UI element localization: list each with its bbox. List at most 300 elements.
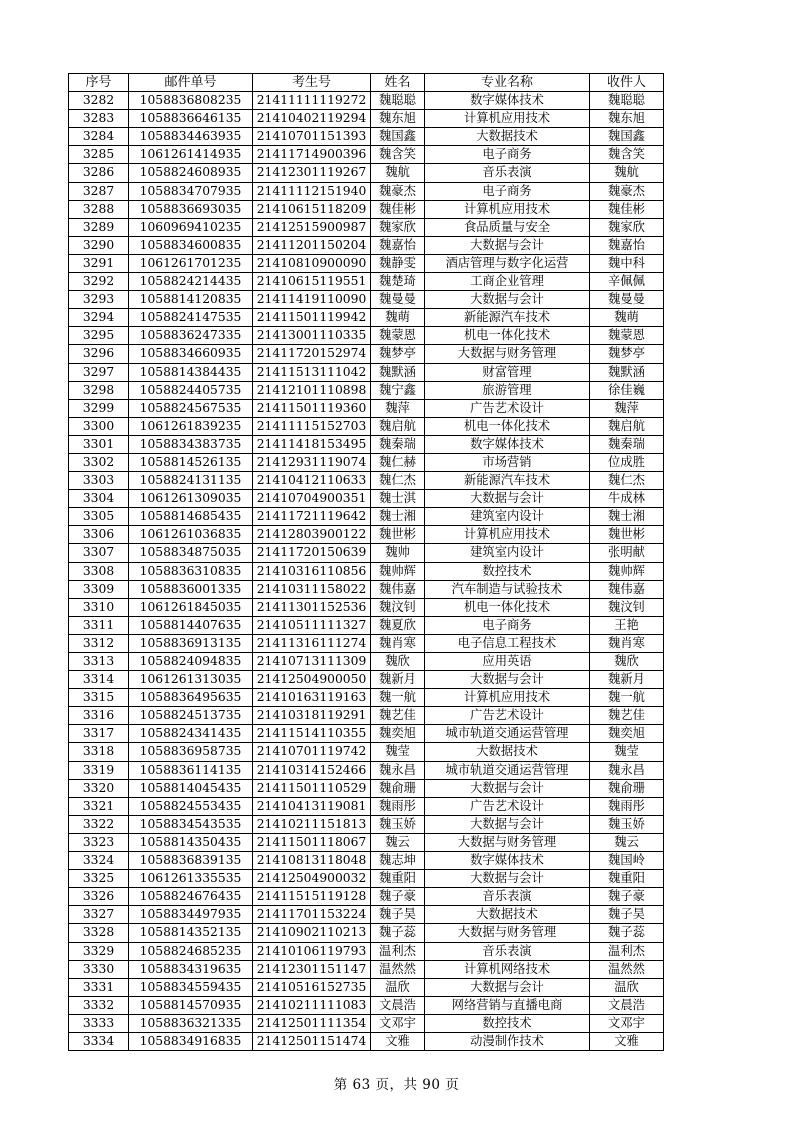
cell-name: 魏雨彤	[371, 797, 425, 815]
cell-mail-number: 1060969410235	[129, 218, 253, 236]
cell-mail-number: 1058824341435	[129, 725, 253, 743]
cell-exam-number: 21411714900396	[253, 146, 371, 164]
cell-name: 魏云	[371, 833, 425, 851]
cell-mail-number: 1061261839235	[129, 417, 253, 435]
cell-seq: 3299	[69, 399, 129, 417]
table-row	[69, 435, 664, 453]
cell-exam-number: 21412515900987	[253, 218, 371, 236]
cell-name: 魏含笑	[371, 146, 425, 164]
cell-recipient: 魏萍	[590, 399, 664, 417]
cell-mail-number: 1061261309035	[129, 490, 253, 508]
cell-exam-number: 21411513111042	[253, 363, 371, 381]
table-row	[69, 1014, 664, 1032]
header-recipient: 收件人	[590, 74, 664, 92]
cell-recipient: 王艳	[590, 616, 664, 634]
cell-major: 大数据与财务管理	[425, 833, 590, 851]
cell-mail-number: 1061261414935	[129, 146, 253, 164]
cell-name: 魏世彬	[371, 526, 425, 544]
cell-mail-number: 1058836808235	[129, 92, 253, 110]
table-row	[69, 815, 664, 833]
cell-recipient: 魏士湘	[590, 508, 664, 526]
cell-major: 计算机网络技术	[425, 960, 590, 978]
cell-recipient: 魏俞珊	[590, 779, 664, 797]
table-row	[69, 1032, 664, 1050]
cell-major: 数控技术	[425, 1014, 590, 1032]
cell-recipient: 魏家欣	[590, 218, 664, 236]
cell-exam-number: 21410516152735	[253, 978, 371, 996]
cell-mail-number: 1061261313035	[129, 671, 253, 689]
cell-major: 数字媒体技术	[425, 852, 590, 870]
cell-mail-number: 1058836839135	[129, 852, 253, 870]
table-row	[69, 779, 664, 797]
cell-recipient: 魏莹	[590, 743, 664, 761]
cell-recipient: 魏艺佳	[590, 707, 664, 725]
cell-major: 大数据与财务管理	[425, 345, 590, 363]
table-row	[69, 653, 664, 671]
cell-mail-number: 1058824094835	[129, 653, 253, 671]
table-row	[69, 852, 664, 870]
cell-name: 魏启航	[371, 417, 425, 435]
cell-mail-number: 1058836114135	[129, 761, 253, 779]
cell-major: 建筑室内设计	[425, 508, 590, 526]
cell-seq: 3289	[69, 218, 129, 236]
cell-exam-number: 21411301152536	[253, 598, 371, 616]
cell-major: 新能源汽车技术	[425, 309, 590, 327]
cell-mail-number: 1058824513735	[129, 707, 253, 725]
cell-recipient: 魏云	[590, 833, 664, 851]
cell-mail-number: 1058834600835	[129, 236, 253, 254]
table-row	[69, 345, 664, 363]
cell-name: 文邓宇	[371, 1014, 425, 1032]
table-row	[69, 490, 664, 508]
table-row	[69, 472, 664, 490]
cell-name: 魏豪杰	[371, 182, 425, 200]
cell-exam-number: 21410810900090	[253, 254, 371, 272]
cell-mail-number: 1058824214435	[129, 273, 253, 291]
cell-mail-number: 1058834916835	[129, 1032, 253, 1050]
cell-exam-number: 21412931119074	[253, 453, 371, 471]
cell-mail-number: 1058814685435	[129, 508, 253, 526]
cell-exam-number: 21411501119942	[253, 309, 371, 327]
cell-name: 魏士淇	[371, 490, 425, 508]
table-row	[69, 942, 664, 960]
cell-exam-number: 21410316110856	[253, 562, 371, 580]
cell-recipient: 徐佳巍	[590, 381, 664, 399]
cell-recipient: 魏蒙恩	[590, 327, 664, 345]
cell-recipient: 魏重阳	[590, 870, 664, 888]
table-row	[69, 381, 664, 399]
cell-recipient: 魏默涵	[590, 363, 664, 381]
cell-major: 计算机应用技术	[425, 526, 590, 544]
cell-seq: 3330	[69, 960, 129, 978]
cell-name: 文雅	[371, 1032, 425, 1050]
cell-name: 魏萌	[371, 309, 425, 327]
cell-name: 魏子豪	[371, 888, 425, 906]
cell-major: 计算机应用技术	[425, 110, 590, 128]
cell-recipient: 温利杰	[590, 942, 664, 960]
cell-exam-number: 21412504900050	[253, 671, 371, 689]
cell-major: 音乐表演	[425, 942, 590, 960]
cell-exam-number: 21412301119267	[253, 164, 371, 182]
cell-mail-number: 1058836247335	[129, 327, 253, 345]
table-row	[69, 291, 664, 309]
cell-major: 酒店管理与数字化运营	[425, 254, 590, 272]
cell-seq: 3314	[69, 671, 129, 689]
cell-mail-number: 1061261036835	[129, 526, 253, 544]
cell-name: 魏伟嘉	[371, 580, 425, 598]
table-row	[69, 273, 664, 291]
cell-recipient: 魏肖寒	[590, 634, 664, 652]
cell-recipient: 魏东旭	[590, 110, 664, 128]
cell-name: 温欣	[371, 978, 425, 996]
cell-mail-number: 1058814407635	[129, 616, 253, 634]
table-row	[69, 182, 664, 200]
cell-major: 大数据与会计	[425, 978, 590, 996]
table-row	[69, 960, 664, 978]
cell-recipient: 魏梦亭	[590, 345, 664, 363]
cell-major: 大数据与会计	[425, 291, 590, 309]
cell-major: 广告艺术设计	[425, 707, 590, 725]
cell-exam-number: 21410615118209	[253, 200, 371, 218]
cell-exam-number: 21410701119742	[253, 743, 371, 761]
cell-mail-number: 1061261845035	[129, 598, 253, 616]
cell-recipient: 魏国岭	[590, 852, 664, 870]
cell-mail-number: 1058834559435	[129, 978, 253, 996]
table-row	[69, 580, 664, 598]
table-row	[69, 327, 664, 345]
cell-recipient: 魏嘉怡	[590, 236, 664, 254]
cell-exam-number: 21411720152974	[253, 345, 371, 363]
cell-major: 网络营销与直播电商	[425, 996, 590, 1014]
cell-major: 音乐表演	[425, 164, 590, 182]
cell-major: 大数据与会计	[425, 236, 590, 254]
cell-major: 机电一体化技术	[425, 417, 590, 435]
table-row	[69, 978, 664, 996]
cell-mail-number: 1058824685235	[129, 942, 253, 960]
cell-exam-number: 21412504900032	[253, 870, 371, 888]
cell-recipient: 魏永昌	[590, 761, 664, 779]
cell-exam-number: 21410413119081	[253, 797, 371, 815]
cell-recipient: 魏含笑	[590, 146, 664, 164]
cell-recipient: 魏子蕊	[590, 924, 664, 942]
cell-major: 动漫制作技术	[425, 1032, 590, 1050]
cell-major: 广告艺术设计	[425, 399, 590, 417]
cell-recipient: 魏聪聪	[590, 92, 664, 110]
table-row	[69, 417, 664, 435]
cell-recipient: 魏萌	[590, 309, 664, 327]
cell-seq: 3295	[69, 327, 129, 345]
cell-recipient: 张明献	[590, 544, 664, 562]
cell-seq: 3319	[69, 761, 129, 779]
table-row	[69, 634, 664, 652]
cell-mail-number: 1058814350435	[129, 833, 253, 851]
cell-recipient: 魏豪杰	[590, 182, 664, 200]
cell-seq: 3316	[69, 707, 129, 725]
cell-seq: 3309	[69, 580, 129, 598]
cell-recipient: 魏帅辉	[590, 562, 664, 580]
table-body	[69, 92, 664, 1051]
cell-recipient: 魏启航	[590, 417, 664, 435]
cell-mail-number: 1058814045435	[129, 779, 253, 797]
cell-recipient: 魏曼曼	[590, 291, 664, 309]
cell-exam-number: 21412101110898	[253, 381, 371, 399]
cell-exam-number: 21410701151393	[253, 128, 371, 146]
cell-seq: 3331	[69, 978, 129, 996]
cell-name: 魏萍	[371, 399, 425, 417]
cell-seq: 3310	[69, 598, 129, 616]
table-row	[69, 92, 664, 110]
cell-recipient: 温欣	[590, 978, 664, 996]
cell-seq: 3283	[69, 110, 129, 128]
header-exam-number: 考生号	[253, 74, 371, 92]
table-row	[69, 996, 664, 1014]
cell-major: 旅游管理	[425, 381, 590, 399]
cell-name: 魏子蕊	[371, 924, 425, 942]
cell-recipient: 温然然	[590, 960, 664, 978]
cell-major: 汽车制造与试验技术	[425, 580, 590, 598]
cell-exam-number: 21411418153495	[253, 435, 371, 453]
cell-mail-number: 1058834319635	[129, 960, 253, 978]
cell-seq: 3293	[69, 291, 129, 309]
cell-seq: 3290	[69, 236, 129, 254]
cell-exam-number: 21413001110335	[253, 327, 371, 345]
cell-name: 魏俞珊	[371, 779, 425, 797]
cell-mail-number: 1058814526135	[129, 453, 253, 471]
cell-mail-number: 1058814352135	[129, 924, 253, 942]
cell-mail-number: 1058836646135	[129, 110, 253, 128]
cell-seq: 3333	[69, 1014, 129, 1032]
cell-mail-number: 1058824567535	[129, 399, 253, 417]
cell-name: 温然然	[371, 960, 425, 978]
cell-seq: 3323	[69, 833, 129, 851]
cell-name: 魏夏欣	[371, 616, 425, 634]
cell-seq: 3308	[69, 562, 129, 580]
cell-name: 魏宁鑫	[371, 381, 425, 399]
cell-seq: 3282	[69, 92, 129, 110]
cell-exam-number: 21411501110529	[253, 779, 371, 797]
cell-recipient: 文晨浩	[590, 996, 664, 1014]
cell-mail-number: 1058814570935	[129, 996, 253, 1014]
cell-exam-number: 21412301151147	[253, 960, 371, 978]
table-row	[69, 309, 664, 327]
cell-exam-number: 21410311158022	[253, 580, 371, 598]
cell-name: 魏东旭	[371, 110, 425, 128]
cell-name: 魏奕旭	[371, 725, 425, 743]
cell-major: 大数据与会计	[425, 779, 590, 797]
table-row	[69, 616, 664, 634]
cell-mail-number: 1058834707935	[129, 182, 253, 200]
cell-major: 广告艺术设计	[425, 797, 590, 815]
cell-exam-number: 21410318119291	[253, 707, 371, 725]
cell-exam-number: 21410163119163	[253, 689, 371, 707]
table-row	[69, 562, 664, 580]
cell-name: 魏仁赫	[371, 453, 425, 471]
cell-name: 魏梦亭	[371, 345, 425, 363]
cell-exam-number: 21411721119642	[253, 508, 371, 526]
cell-name: 魏蒙恩	[371, 327, 425, 345]
cell-major: 大数据与财务管理	[425, 924, 590, 942]
cell-seq: 3302	[69, 453, 129, 471]
table-row	[69, 671, 664, 689]
cell-recipient: 辛佩佩	[590, 273, 664, 291]
cell-name: 魏汶钊	[371, 598, 425, 616]
header-name: 姓名	[371, 74, 425, 92]
cell-name: 魏帅	[371, 544, 425, 562]
cell-exam-number: 21411701153224	[253, 906, 371, 924]
cell-major: 新能源汽车技术	[425, 472, 590, 490]
table-row	[69, 453, 664, 471]
cell-major: 工商企业管理	[425, 273, 590, 291]
cell-major: 机电一体化技术	[425, 327, 590, 345]
cell-exam-number: 21411112151940	[253, 182, 371, 200]
cell-exam-number: 21410713111309	[253, 653, 371, 671]
cell-major: 食品质量与安全	[425, 218, 590, 236]
cell-mail-number: 1058824405735	[129, 381, 253, 399]
mail-roster-table	[68, 73, 664, 1051]
cell-seq: 3307	[69, 544, 129, 562]
cell-recipient: 魏子豪	[590, 888, 664, 906]
cell-seq: 3298	[69, 381, 129, 399]
cell-major: 应用英语	[425, 653, 590, 671]
cell-major: 城市轨道交通运营管理	[425, 725, 590, 743]
cell-major: 大数据技术	[425, 743, 590, 761]
cell-mail-number: 1061261701235	[129, 254, 253, 272]
cell-name: 魏帅辉	[371, 562, 425, 580]
cell-mail-number: 1058814384435	[129, 363, 253, 381]
cell-exam-number: 21411201150204	[253, 236, 371, 254]
table-row	[69, 598, 664, 616]
table-row	[69, 833, 664, 851]
cell-seq: 3311	[69, 616, 129, 634]
cell-name: 魏子昊	[371, 906, 425, 924]
cell-major: 数字媒体技术	[425, 435, 590, 453]
cell-exam-number: 21411419110090	[253, 291, 371, 309]
cell-recipient: 魏雨彤	[590, 797, 664, 815]
cell-recipient: 位成胜	[590, 453, 664, 471]
table-row	[69, 363, 664, 381]
table-row	[69, 236, 664, 254]
cell-major: 数控技术	[425, 562, 590, 580]
cell-seq: 3285	[69, 146, 129, 164]
cell-seq: 3317	[69, 725, 129, 743]
cell-major: 电子商务	[425, 616, 590, 634]
cell-seq: 3334	[69, 1032, 129, 1050]
table-row	[69, 164, 664, 182]
cell-name: 魏聪聪	[371, 92, 425, 110]
table-row	[69, 128, 664, 146]
cell-major: 大数据与会计	[425, 815, 590, 833]
cell-major: 电子商务	[425, 182, 590, 200]
cell-mail-number: 1058836321335	[129, 1014, 253, 1032]
cell-name: 魏新月	[371, 671, 425, 689]
cell-name: 魏国鑫	[371, 128, 425, 146]
cell-name: 魏艺佳	[371, 707, 425, 725]
cell-exam-number: 21410314152466	[253, 761, 371, 779]
cell-major: 大数据与会计	[425, 490, 590, 508]
cell-seq: 3296	[69, 345, 129, 363]
cell-seq: 3300	[69, 417, 129, 435]
cell-name: 魏欣	[371, 653, 425, 671]
cell-mail-number: 1058834543535	[129, 815, 253, 833]
cell-seq: 3318	[69, 743, 129, 761]
table-row	[69, 218, 664, 236]
cell-seq: 3325	[69, 870, 129, 888]
cell-major: 建筑室内设计	[425, 544, 590, 562]
cell-recipient: 魏玉娇	[590, 815, 664, 833]
cell-major: 城市轨道交通运营管理	[425, 761, 590, 779]
cell-seq: 3292	[69, 273, 129, 291]
cell-major: 大数据技术	[425, 128, 590, 146]
cell-seq: 3321	[69, 797, 129, 815]
header-row	[69, 74, 664, 92]
cell-name: 魏士湘	[371, 508, 425, 526]
table-row	[69, 254, 664, 272]
cell-seq: 3328	[69, 924, 129, 942]
cell-name: 魏仁杰	[371, 472, 425, 490]
cell-exam-number: 21410511111327	[253, 616, 371, 634]
cell-major: 大数据与会计	[425, 870, 590, 888]
cell-recipient: 魏子昊	[590, 906, 664, 924]
cell-seq: 3304	[69, 490, 129, 508]
table-row	[69, 707, 664, 725]
cell-seq: 3320	[69, 779, 129, 797]
cell-seq: 3329	[69, 942, 129, 960]
cell-exam-number: 21410402119294	[253, 110, 371, 128]
header-mail-number: 邮件单号	[129, 74, 253, 92]
cell-mail-number: 1058824147535	[129, 309, 253, 327]
cell-name: 魏志坤	[371, 852, 425, 870]
cell-seq: 3312	[69, 634, 129, 652]
cell-major: 计算机应用技术	[425, 689, 590, 707]
cell-major: 计算机应用技术	[425, 200, 590, 218]
cell-mail-number: 1058836310835	[129, 562, 253, 580]
cell-exam-number: 21411115152703	[253, 417, 371, 435]
cell-name: 魏佳彬	[371, 200, 425, 218]
cell-mail-number: 1058824608935	[129, 164, 253, 182]
table-row	[69, 200, 664, 218]
table-row	[69, 870, 664, 888]
cell-name: 魏默涵	[371, 363, 425, 381]
cell-mail-number: 1058824553435	[129, 797, 253, 815]
cell-seq: 3297	[69, 363, 129, 381]
cell-recipient: 魏奕旭	[590, 725, 664, 743]
cell-exam-number: 21411111119272	[253, 92, 371, 110]
cell-exam-number: 21410106119793	[253, 942, 371, 960]
cell-mail-number: 1058836495635	[129, 689, 253, 707]
cell-recipient: 魏佳彬	[590, 200, 664, 218]
cell-recipient: 魏仁杰	[590, 472, 664, 490]
page-footer: 第 63 页，共 90 页	[333, 1077, 460, 1093]
cell-seq: 3315	[69, 689, 129, 707]
cell-name: 魏秦瑞	[371, 435, 425, 453]
cell-mail-number: 1058824676435	[129, 888, 253, 906]
cell-name: 魏静雯	[371, 254, 425, 272]
cell-name: 魏玉娇	[371, 815, 425, 833]
cell-name: 文晨浩	[371, 996, 425, 1014]
cell-exam-number: 21411720150639	[253, 544, 371, 562]
table-row	[69, 544, 664, 562]
cell-major: 电子商务	[425, 146, 590, 164]
cell-major: 大数据技术	[425, 906, 590, 924]
cell-seq: 3324	[69, 852, 129, 870]
cell-seq: 3326	[69, 888, 129, 906]
cell-recipient: 文邓宇	[590, 1014, 664, 1032]
cell-exam-number: 21411501119360	[253, 399, 371, 417]
cell-name: 魏家欣	[371, 218, 425, 236]
cell-exam-number: 21410902110213	[253, 924, 371, 942]
table-row	[69, 526, 664, 544]
cell-name: 魏曼曼	[371, 291, 425, 309]
